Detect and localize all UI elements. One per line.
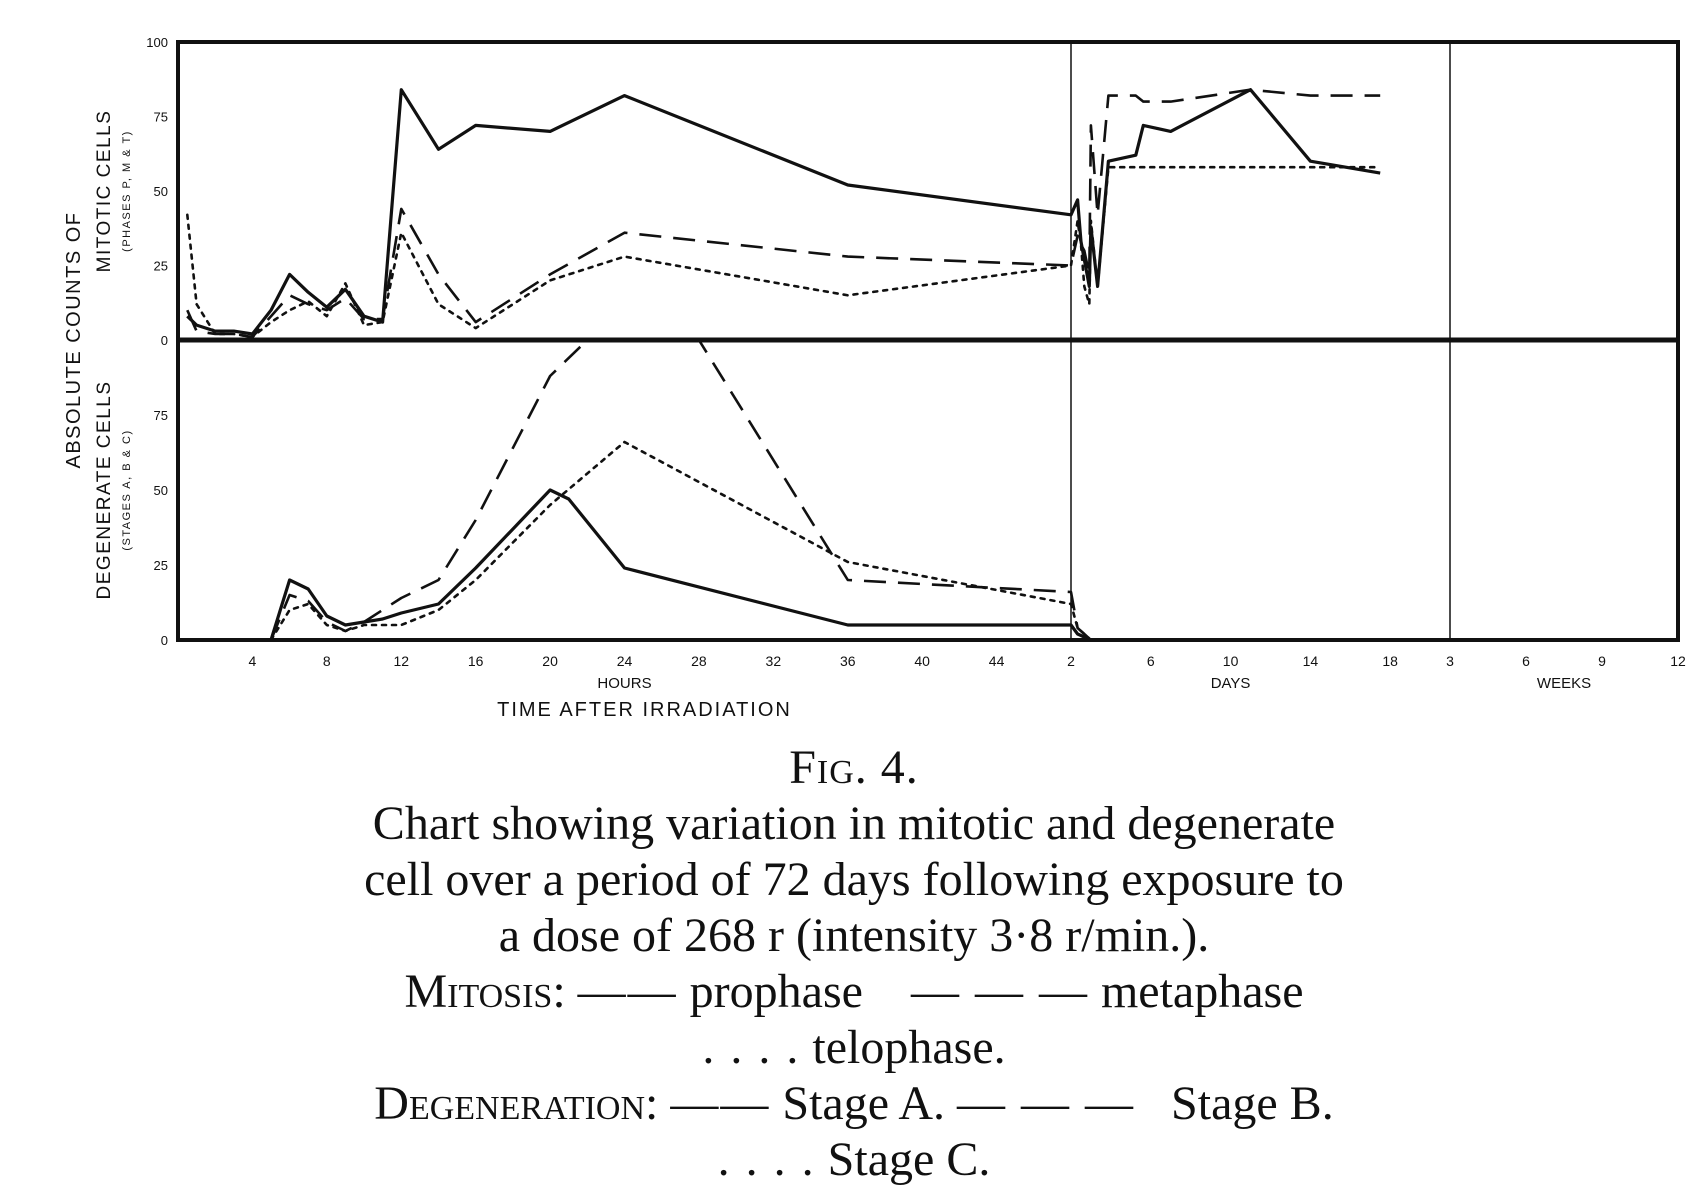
telophase-symbol: . . . . [702, 1021, 801, 1074]
xtick-label: 9 [1598, 653, 1606, 669]
degenerate-y-axis-subtitle: (STAGES A, B & C) [121, 429, 133, 551]
degeneration-label: Degeneration: [374, 1077, 659, 1130]
stage-a-symbol: —— [670, 1077, 771, 1130]
mitotic-ytick-label: 0 [160, 333, 168, 348]
days-unit-label: DAYS [1210, 675, 1251, 692]
xtick-label: 32 [765, 653, 782, 669]
caption-stage-c-legend [0, 1132, 1708, 1188]
stage-c-symbol: . . . . [717, 1133, 816, 1186]
axis-layer [63, 35, 1686, 720]
mitotic-y-axis-title: MITOTIC CELLS [94, 109, 115, 273]
caption-line-1: Chart showing variation in mitotic and degenerate [372, 797, 1336, 850]
xtick-label: 44 [988, 653, 1005, 669]
prophase-symbol: —— [577, 965, 678, 1018]
caption-degeneration-legend [0, 1076, 1708, 1132]
figure-label: Fig. 4. [789, 741, 919, 794]
xtick-label: 14 [1302, 653, 1319, 669]
xtick-label: 4 [248, 653, 257, 669]
xtick-label: 18 [1382, 653, 1398, 669]
mitotic-y-axis-subtitle: (PHASES P, M & T) [121, 130, 133, 252]
xtick-label: 40 [914, 653, 930, 669]
xtick-label: 28 [691, 653, 707, 669]
degenerate-series-stage-c [271, 442, 1091, 640]
xtick-label: 6 [1146, 653, 1155, 669]
xtick-label: 20 [542, 653, 558, 669]
degenerate-series-stage-b [271, 340, 1091, 640]
xtick-label: 6 [1522, 653, 1530, 669]
mitotic-ytick-label: 100 [146, 35, 168, 50]
xtick-label: 8 [322, 653, 331, 669]
xtick-label: 24 [616, 653, 633, 669]
caption-mitosis-legend [0, 964, 1708, 1020]
telophase-label: telophase. [812, 1021, 1006, 1074]
mitotic-ytick-label: 25 [153, 258, 168, 274]
xtick-label: 2 [1067, 653, 1075, 669]
stage-b-label: Stage B. [1171, 1077, 1334, 1130]
figure-caption [0, 740, 1708, 1188]
weeks-unit-label: WEEKS [1536, 675, 1592, 692]
metaphase-label: metaphase [1100, 965, 1304, 1018]
xtick-label: 3 [1446, 653, 1454, 669]
stage-b-symbol: — — — [957, 1077, 1136, 1130]
prophase-label: prophase [689, 965, 863, 1018]
caption-telophase-legend [0, 1020, 1708, 1076]
degenerate-ytick-label: 50 [153, 483, 168, 498]
stage-c-label: Stage C. [827, 1133, 991, 1186]
xtick-label: 36 [839, 653, 856, 669]
shared-y-axis-title: ABSOLUTE COUNTS OF [63, 211, 85, 469]
series-layer [187, 90, 1380, 640]
caption-line-2: cell over a period of 72 days following exposure to [364, 853, 1344, 906]
x-axis-title: TIME AFTER IRRADIATION [497, 699, 792, 720]
metaphase-symbol: — — — [910, 965, 1089, 1018]
stage-a-label: Stage A. [782, 1077, 946, 1130]
xtick-label: 10 [1222, 653, 1239, 669]
caption-line-3: a dose of 268 r (intensity 3·8 r/min.). [498, 909, 1210, 962]
xtick-label: 16 [467, 653, 484, 669]
degenerate-y-axis-title: DEGENERATE CELLS [94, 380, 115, 600]
mitotic-ytick-label: 50 [153, 184, 168, 199]
mitotic-series-metaphase [187, 90, 1380, 337]
degenerate-ytick-label: 25 [153, 558, 168, 573]
chart-frames [178, 42, 1678, 640]
degenerate-ytick-label: 0 [160, 633, 168, 648]
mitotic-ytick-label: 75 [153, 109, 168, 125]
xtick-label: 12 [393, 653, 410, 669]
degenerate-ytick-label: 75 [153, 408, 168, 423]
mitotic-series-prophase [187, 90, 1380, 334]
mitotic-series-telophase [187, 167, 1380, 337]
hours-unit-label: HOURS [597, 675, 652, 692]
xtick-label: 12 [1670, 653, 1686, 669]
degenerate-series-stage-a [271, 490, 1091, 640]
mitosis-label: Mitosis: [404, 965, 566, 1018]
